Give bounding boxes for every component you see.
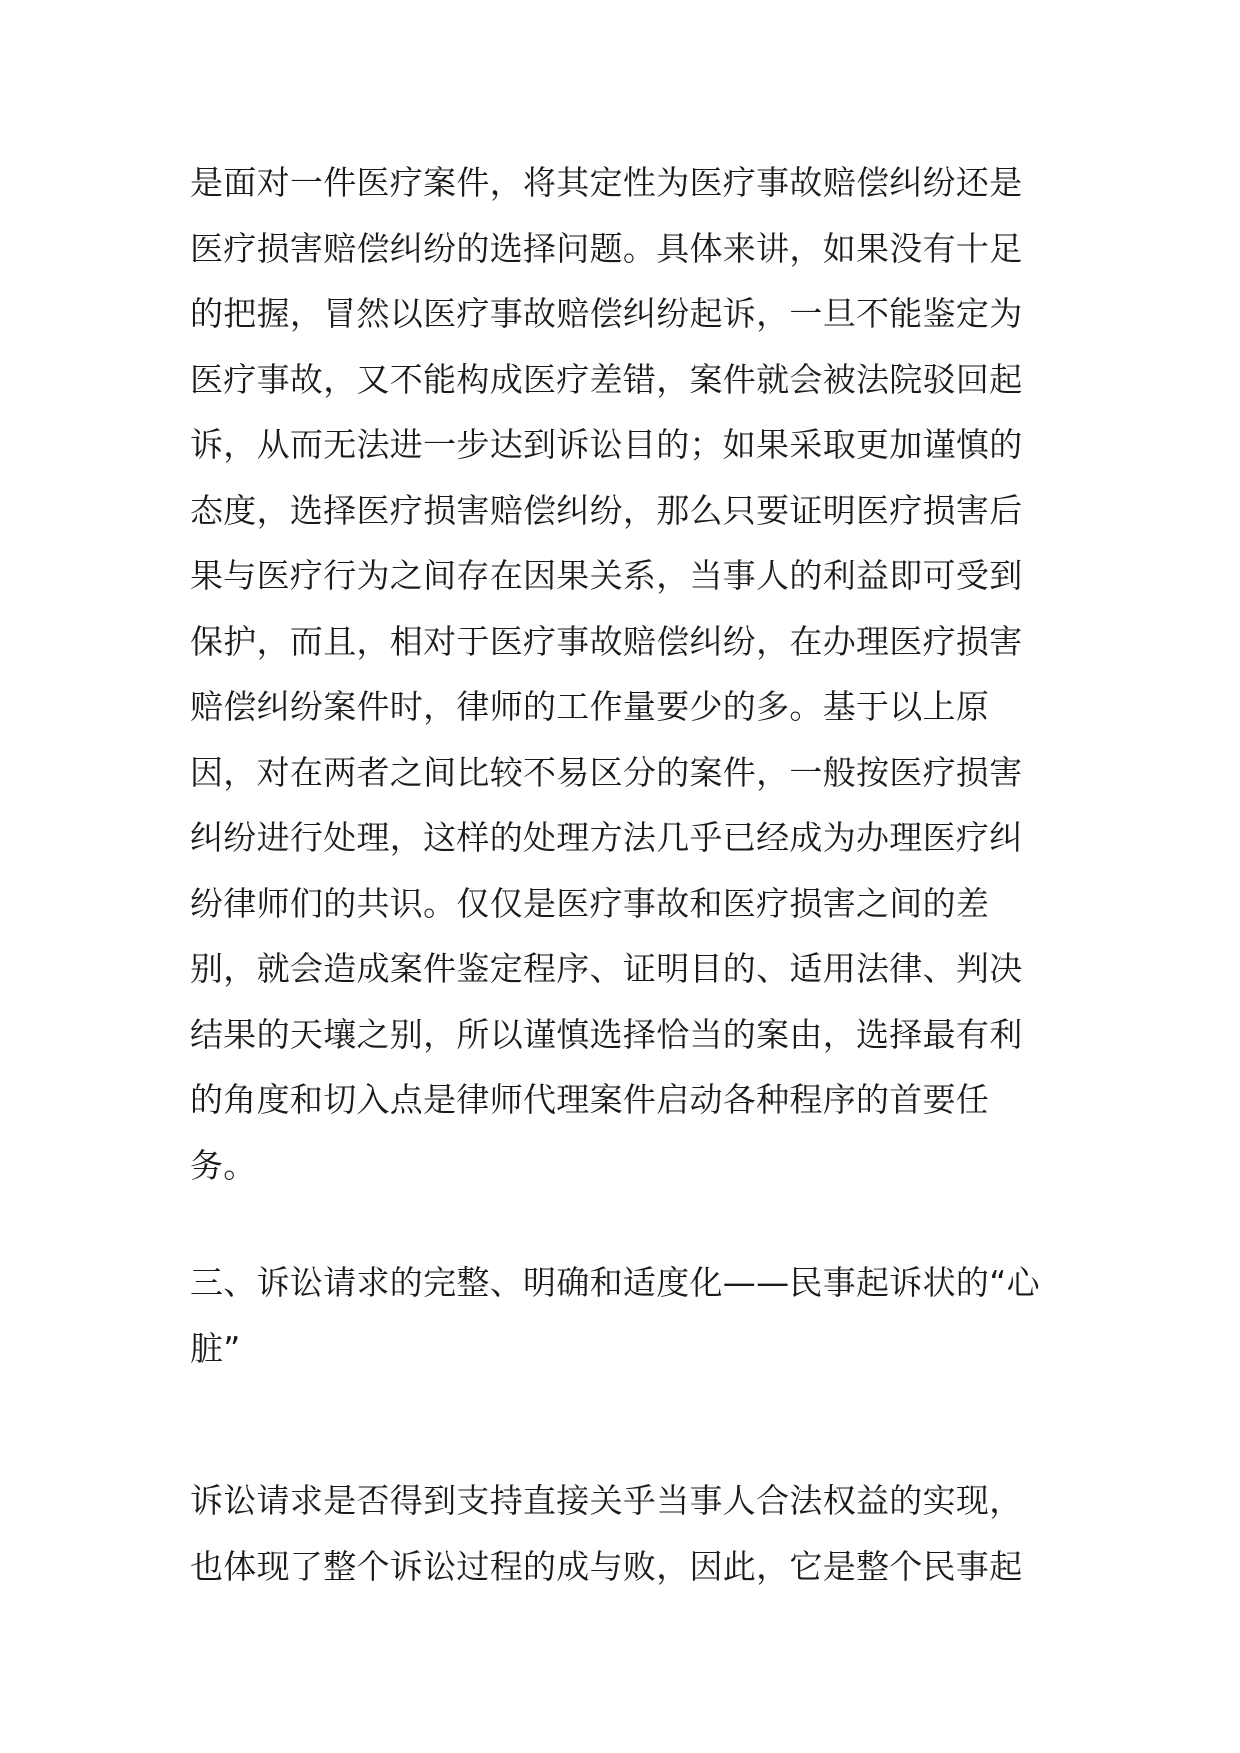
paragraph-line: 果与医疗行为之间存在因果关系，当事人的利益即可受到	[190, 556, 1023, 595]
paragraph-line: 是面对一件医疗案件，将其定性为医疗事故赔偿纠纷还是	[190, 163, 1023, 202]
paragraph-line: 赔偿纠纷案件时，律师的工作量要少的多。基于以上原	[190, 687, 990, 726]
heading-line: 脏”	[190, 1328, 241, 1368]
paragraph-line: 别，就会造成案件鉴定程序、证明目的、适用法律、判决	[190, 949, 1023, 988]
paragraph-line: 纷律师们的共识。仅仅是医疗事故和医疗损害之间的差	[190, 883, 990, 923]
paragraph-line: 务。	[190, 1145, 257, 1185]
paragraph-line: 纠纷进行处理，这样的处理方法几乎已经成为办理医疗纠	[190, 818, 1023, 857]
paragraph-line: 医疗事故，又不能构成医疗差错，案件就会被法院驳回起	[190, 359, 1023, 399]
paragraph-line: 结果的天壤之别，所以谨慎选择恰当的案由，选择最有利	[190, 1014, 1023, 1054]
paragraph-line: 诉讼请求是否得到支持直接关乎当事人合法权益的实现，	[190, 1481, 1023, 1520]
body-paragraph	[190, 1468, 1070, 1599]
heading-line: 三、诉讼请求的完整、明确和适度化——民事起诉状的“心	[190, 1263, 1040, 1302]
paragraph-line: 也体现了整个诉讼过程的成与败，因此，它是整个民事起	[190, 1546, 1023, 1586]
paragraph-line: 保护，而且，相对于医疗事故赔偿纠纷，在办理医疗损害	[190, 621, 1023, 661]
paragraph-line: 的角度和切入点是律师代理案件启动各种程序的首要任	[190, 1080, 990, 1119]
paragraph-line: 医疗损害赔偿纠纷的选择问题。具体来讲，如果没有十足	[190, 228, 1023, 268]
paragraph-line: 因，对在两者之间比较不易区分的案件，一般按医疗损害	[190, 752, 1023, 792]
paragraph-line: 诉，从而无法进一步达到诉讼目的；如果采取更加谨慎的	[190, 425, 1023, 464]
paragraph-line: 的把握，冒然以医疗事故赔偿纠纷起诉，一旦不能鉴定为	[190, 294, 1023, 333]
section-heading	[190, 1250, 1070, 1381]
paragraph-line: 态度，选择医疗损害赔偿纠纷，那么只要证明医疗损害后	[190, 490, 1023, 530]
body-paragraph	[190, 150, 1070, 1198]
